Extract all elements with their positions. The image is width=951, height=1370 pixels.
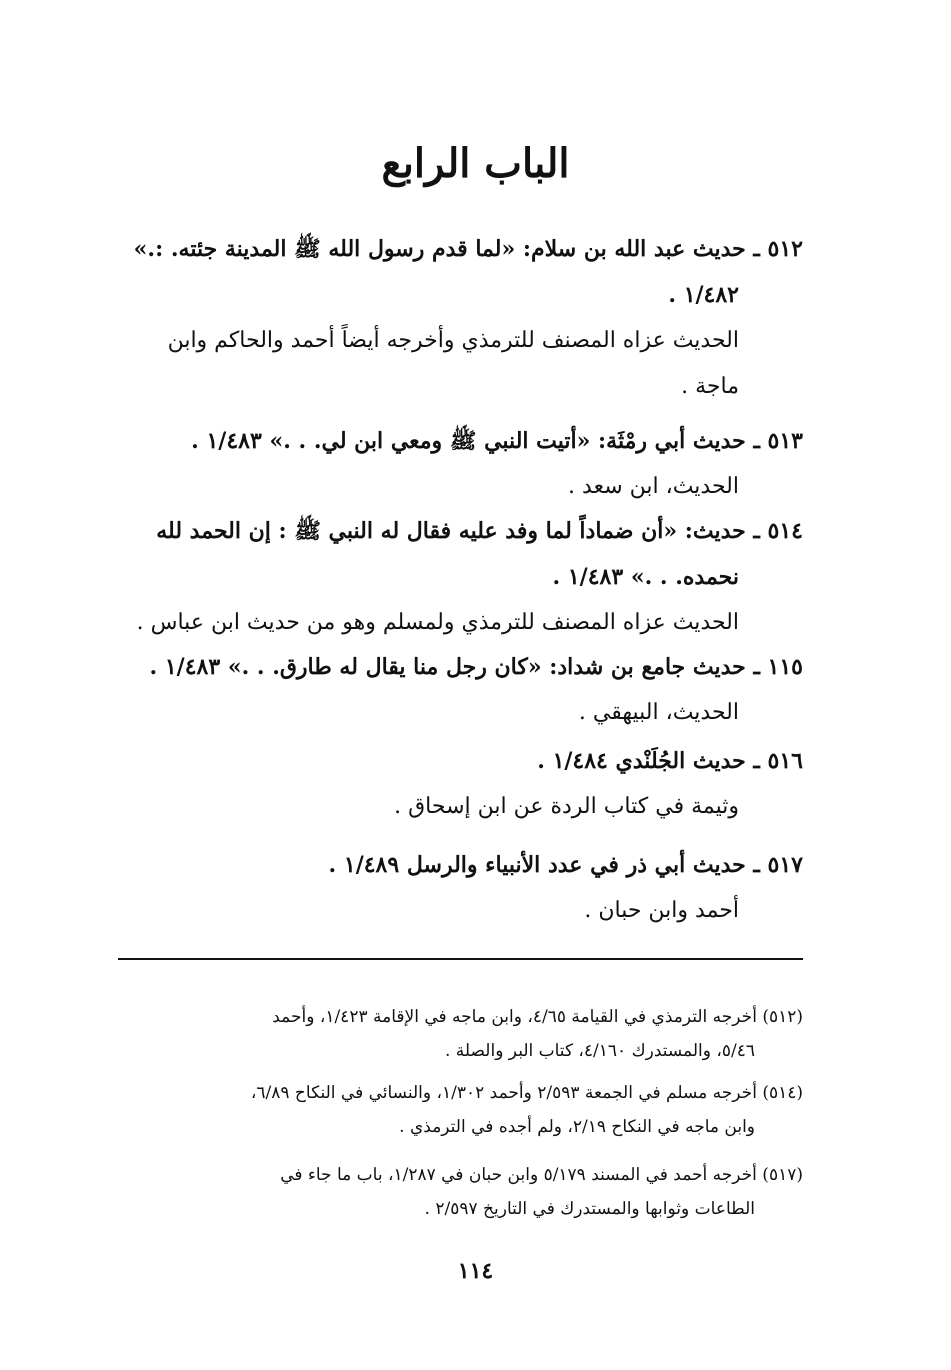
entry-heading-cont: ١/٤٨٢ . <box>668 282 739 308</box>
footnote-line: (٥١٧) أخرجه أحمد في المسند ٥/١٧٩ وابن حبان في ١/٢٨٧، باب ما جاء في <box>280 1165 803 1185</box>
entry-heading: ١١٥ ـ حديث جامع بن شداد: «كان رجل منا يقال له طارق. . .» ١/٤٨٣ . <box>149 654 803 680</box>
entry-body: الحديث، ابن سعد . <box>568 474 739 499</box>
entry-heading: ٥١٦ ـ حديث الجُلَنْدي ١/٤٨٤ . <box>537 748 803 774</box>
hadith-entry-512 <box>110 226 803 410</box>
page-number: ١١٤ <box>457 1258 494 1284</box>
footnote-line-cont: ٥/٤٦، والمستدرك ٤/١٦٠، كتاب البر والصلة . <box>445 1041 755 1061</box>
entry-body-cont: ماجة . <box>681 374 739 399</box>
footnote-divider <box>118 958 803 960</box>
hadith-entry-515 <box>110 644 803 736</box>
entry-body: أحمد وابن حبان . <box>584 898 739 923</box>
hadith-entry-516 <box>110 738 803 830</box>
entry-heading: ٥١٣ ـ حديث أبي رمْثَة: «أتيت النبي ﷺ ومعي ابن لي. . .» ١/٤٨٣ . <box>191 428 803 454</box>
footnote-line: (٥١٤) أخرجه مسلم في الجمعة ٢/٥٩٣ وأحمد ١/٣٠٢، والنسائي في النكاح ٦/٨٩، <box>250 1083 803 1103</box>
entry-heading: ٥١٤ ـ حديث: «أن ضماداً لما وفد عليه فقال له النبي ﷺ : إن الحمد لله <box>156 518 803 544</box>
entry-body: الحديث، البيهقي . <box>578 700 739 725</box>
entry-heading: ٥١٢ ـ حديث عبد الله بن سلام: «لما قدم رسول الله ﷺ المدينة جئته. :.» <box>133 236 803 262</box>
entry-body: الحديث عزاه المصنف للترمذي وأخرجه أيضاً أحمد والحاكم وابن <box>167 328 739 353</box>
footnote-514 <box>110 1076 803 1144</box>
footnote-line-cont: وابن ماجه في النكاح ٢/١٩، ولم أجده في الترمذي . <box>399 1117 755 1137</box>
footnote-517 <box>110 1158 803 1226</box>
entry-heading: ٥١٧ ـ حديث أبي ذر في عدد الأنبياء والرسل ١/٤٨٩ . <box>328 852 803 878</box>
hadith-entry-513 <box>110 418 803 510</box>
hadith-entry-514 <box>110 508 803 646</box>
footnote-512 <box>110 1000 803 1068</box>
footnote-line: (٥١٢) أخرجه الترمذي في القيامة ٤/٦٥، وابن ماجه في الإقامة ١/٤٢٣، وأحمد <box>272 1007 803 1027</box>
entry-heading-cont: نحمده. . .» ١/٤٨٣ . <box>552 564 739 590</box>
hadith-entry-517 <box>110 842 803 934</box>
entry-body: الحديث عزاه المصنف للترمذي ولمسلم وهو من حديث ابن عباس . <box>136 610 739 635</box>
entry-body: وثيمة في كتاب الردة عن ابن إسحاق . <box>394 794 739 819</box>
footnote-line-cont: الطاعات وثوابها والمستدرك في التاريخ ٢/٥٩٧ . <box>424 1199 755 1219</box>
chapter-title: الباب الرابع <box>381 140 570 187</box>
